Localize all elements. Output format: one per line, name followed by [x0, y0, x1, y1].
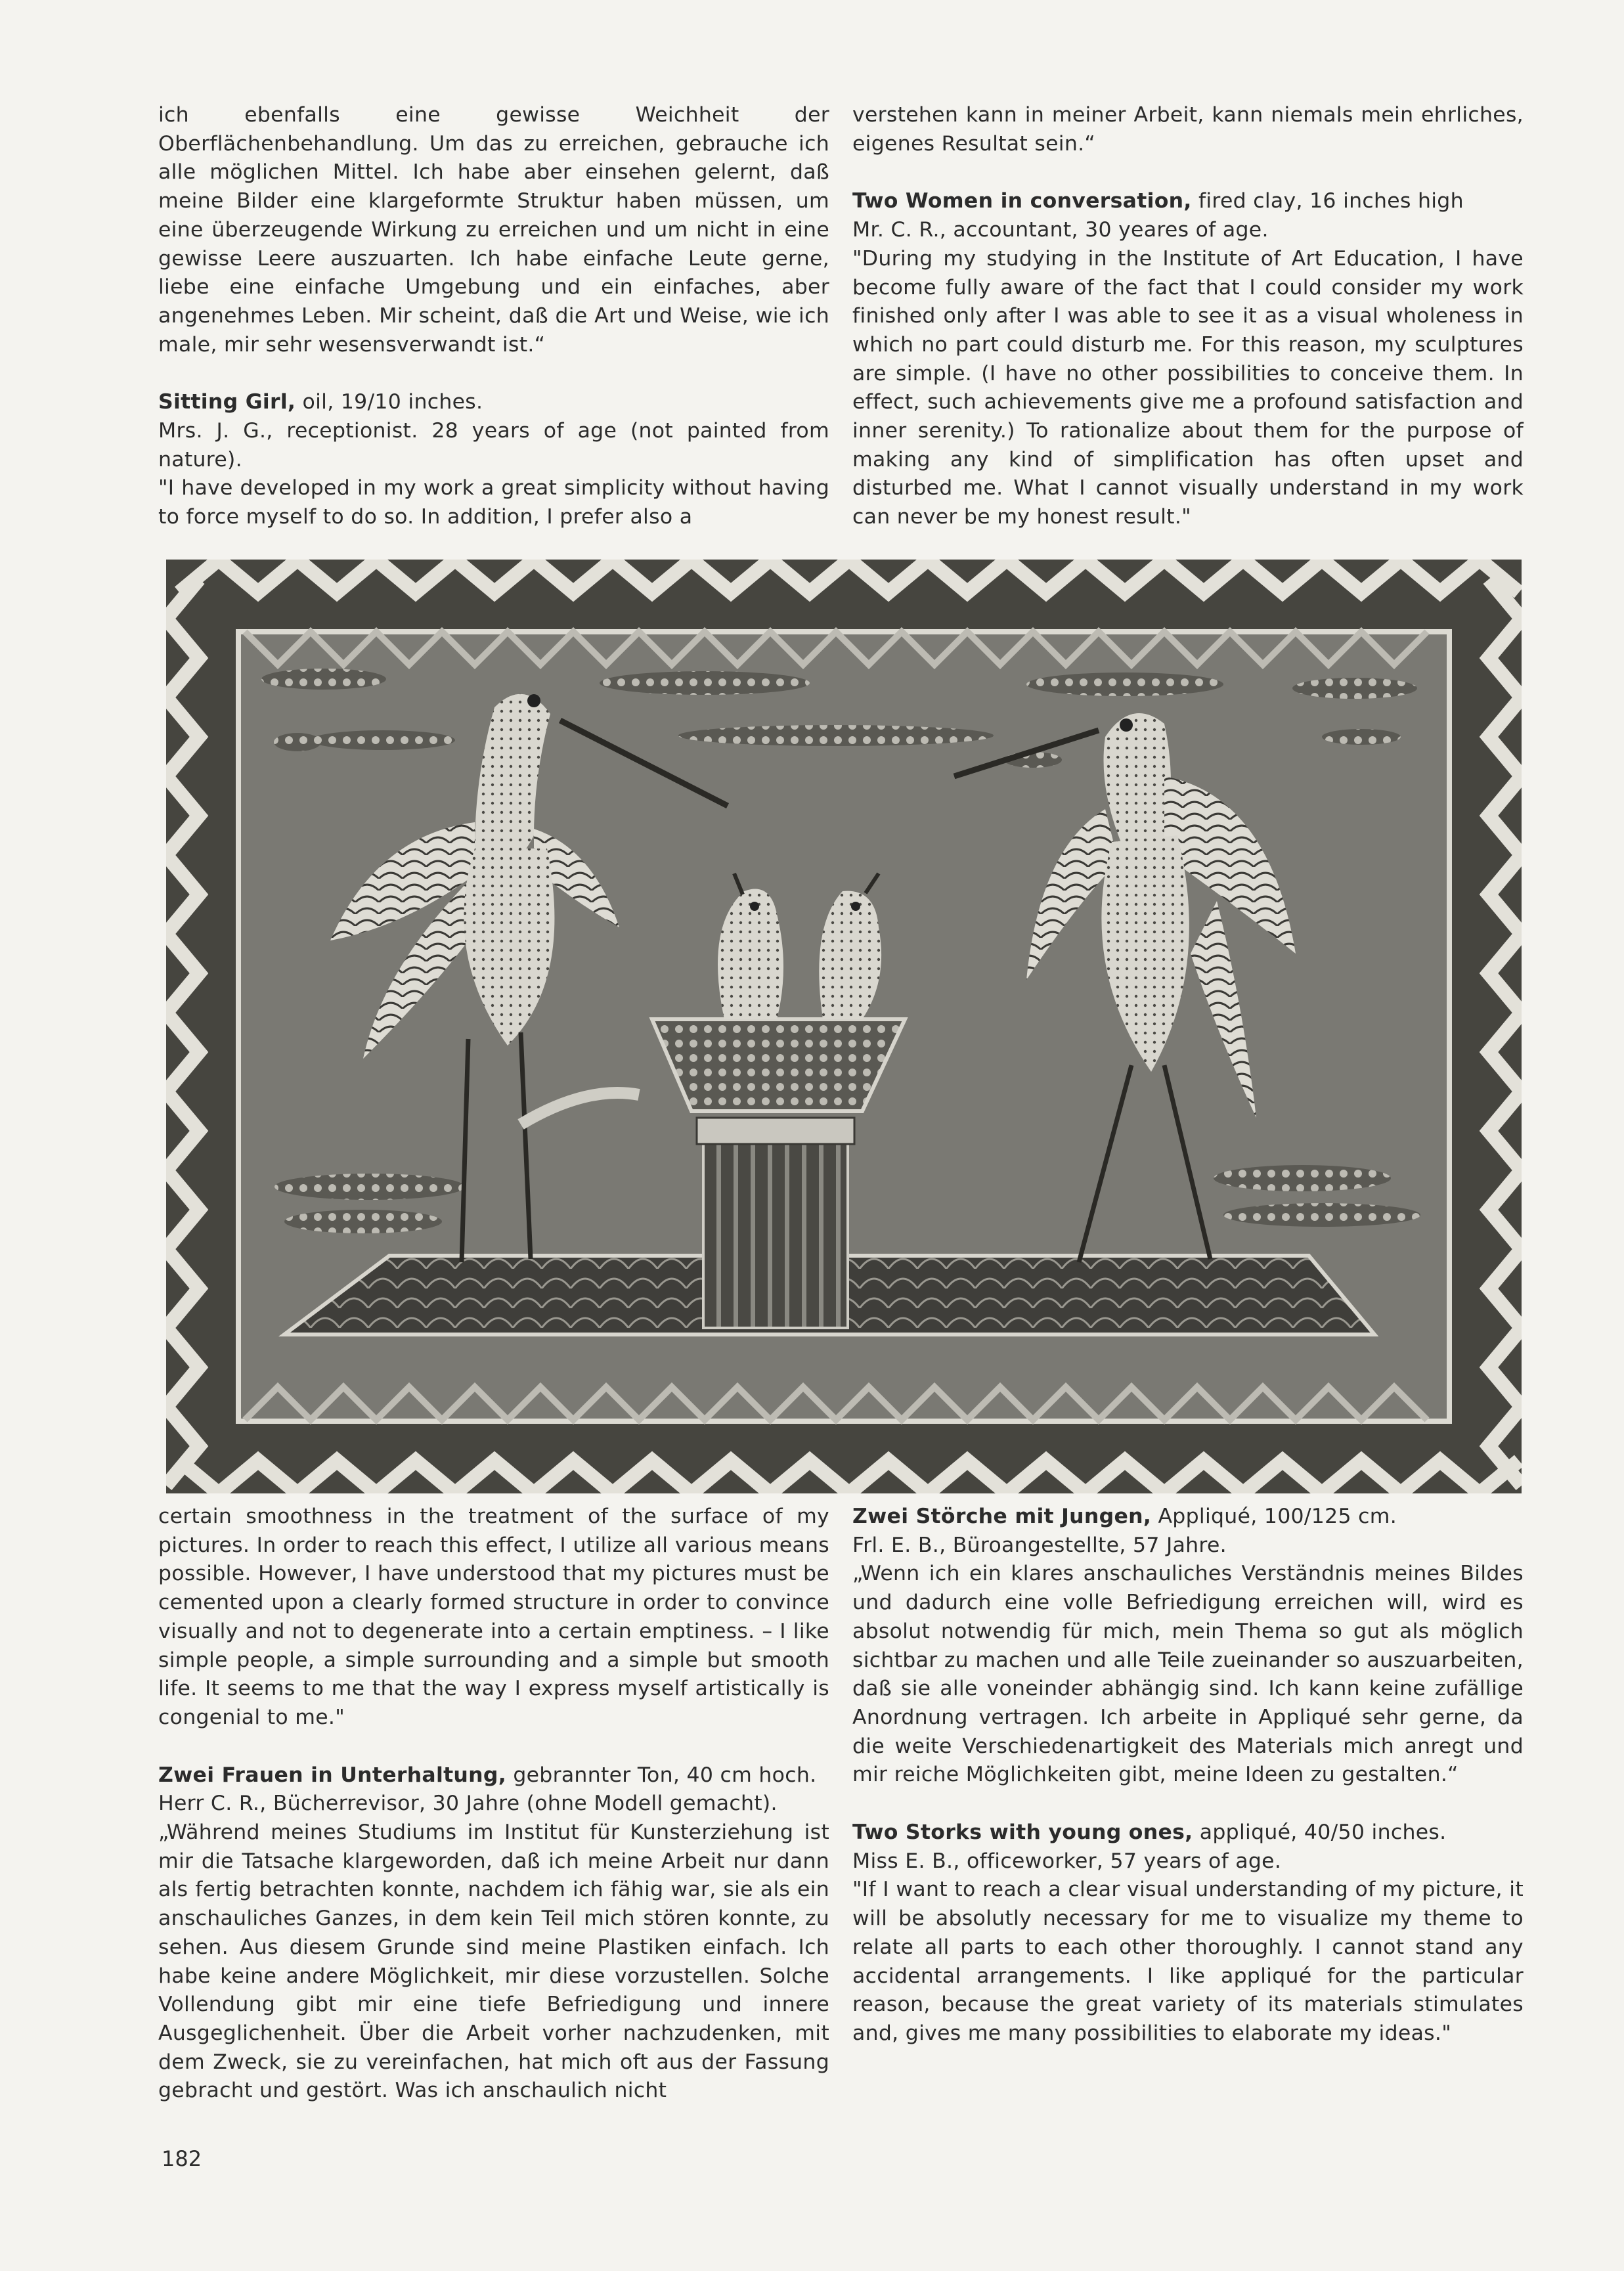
entry-title: Sitting Girl, [158, 390, 296, 414]
two-storks-applique-image [166, 560, 1522, 1493]
entry-title: Zwei Frauen in Unterhaltung, [158, 1763, 506, 1787]
entry-artist: Herr C. R., Bücherrevisor, 30 Jahre (ohne Modell gemacht). [158, 1792, 778, 1816]
entry-heading [852, 1503, 1524, 1532]
entry-quote: "If I want to reach a clear visual understanding of my picture, it will be absolutly necessary for me to visualize my theme to relate all parts to each other thoroughly. I cannot stand any accidental arrangements. I like appliqué for the particular reason, because the great variety of its materials stimulates and, gives me many possibilities to elaborate my ideas." [852, 1878, 1524, 2045]
entry-artist: Frl. E. B., Büroangestellte, 57 Jahre. [852, 1533, 1227, 1557]
text-column-top-left [158, 101, 829, 532]
entry-quote: "I have developed in my work a great simplicity without having to force myself to do so. In addition, I prefer also a [158, 476, 829, 529]
entry-heading [852, 1819, 1524, 1847]
paragraph-english-continuation: certain smoothness in the treatment of the surface of my pictures. In order to reach this effect, I utilize all various means possible. However, I have understood that my pictures must be cemented upon a clearly formed structure in order to convince visually and not to degenerate into a certain emptiness. – I like simple people, a simple surrounding and a simple but smooth life. It seems to me that the way I express myself artistically is congenial to me." [158, 1505, 829, 1729]
entry-artist: Mr. C. R., accountant, 30 yeares of age. [852, 218, 1269, 242]
entry-heading [852, 187, 1524, 216]
entry-medium: Appliqué, 100/125 cm. [1151, 1505, 1397, 1528]
entry-quote: „Wenn ich ein klares anschauliches Verständnis meines Bildes und dadurch eine volle Befriedigung erreichen will, wird es absolut notwendig für mich, mein Thema so gut als möglich sichtbar zu machen und alle Teile zueinander so auszuarbeiten, daß sie alle voneinder abhängig sind. Ich kann keine zufällige Anordnung vertragen. Ich arbeite in Appliqué sehr gerne, da die weite Verschiedenartigkeit des Materials mich anregt und mir reiche Möglichkeiten gibt, meine Ideen zu gestalten.“ [852, 1562, 1524, 1787]
page-number: 182 [162, 2146, 202, 2171]
entry-artist: Miss E. B., officeworker, 57 years of age. [852, 1849, 1282, 1873]
entry-title: Two Storks with young ones, [852, 1820, 1193, 1845]
entry-medium: appliqué, 40/50 inches. [1193, 1820, 1447, 1845]
applique-artwork-photo [166, 560, 1522, 1493]
entry-heading [158, 388, 829, 417]
entry-quote: "During my studying in the Institute of Art Education, I have become fully aware of the fact that I could consider my work finished only after I was able to see it as a visual wholeness in which no part could disturb me. For this reason, my sculptures are simple. (I have no other possibilities to conceive them. In effect, such achievements give me a profound satisfaction and inner serenity.) To rationalize about them for the purpose of making any kind of simplification has often upset and disturbed me. What I cannot visually understand in my work can never be my honest result." [852, 246, 1524, 529]
text-column-bottom-left [158, 1503, 829, 2106]
text-column-top-right [852, 101, 1524, 532]
entry-medium: oil, 19/10 inches. [296, 390, 483, 414]
entry-artist: Mrs. J. G., receptionist. 28 years of age (not painted from nature). [158, 419, 829, 472]
text-column-bottom-right [852, 1503, 1524, 2048]
entry-medium: gebrannter Ton, 40 cm hoch. [506, 1763, 817, 1787]
entry-heading [158, 1761, 829, 1790]
entry-title: Two Women in conversation, [852, 189, 1192, 213]
entry-medium: fired clay, 16 inches high [1191, 189, 1464, 213]
paragraph-german-continuation: ich ebenfalls eine gewisse Weichheit der Oberflächenbehandlung. Um das zu erreichen, gebrauche ich alle möglichen Mittel. Ich habe aber einsehen gelernt, daß meine Bilder eine klargeformte Struktur haben müssen, um eine überzeugende Wirkung zu erreichen und um nicht in eine gewisse Leere auszuarten. Ich habe einfache Leute gerne, liebe eine einfache Umgebung und ein einfaches, aber angenehmes Leben. Mir scheint, daß die Art und Weise, wie ich male, mir sehr wesensverwandt ist.“ [158, 103, 829, 357]
paragraph-german-continuation: verstehen kann in meiner Arbeit, kann niemals mein ehrliches, eigenes Resultat sein.“ [852, 103, 1524, 156]
entry-title: Zwei Störche mit Jungen, [852, 1505, 1152, 1528]
entry-quote: „Während meines Studiums im Institut für Kunsterziehung ist mir die Tatsache klargeworden, daß ich meine Arbeit nur dann als fertig betrachten konnte, nachdem ich fähig war, sie als ein anschauliches Ganzes, in dem kein Teil mich stören konnte, zu sehen. Aus diesem Grunde sind meine Plastiken einfach. Ich habe keine andere Möglichkeit, mir diese vorzustellen. Solche Vollendung gibt mir eine tiefe Befriedigung und innere Ausgeglichenheit. Über die Arbeit vorher nachzudenken, mit dem Zweck, sie zu vereinfachen, hat mich oft aus der Fassung gebracht und gestört. Was ich anschaulich nicht [158, 1820, 829, 2103]
